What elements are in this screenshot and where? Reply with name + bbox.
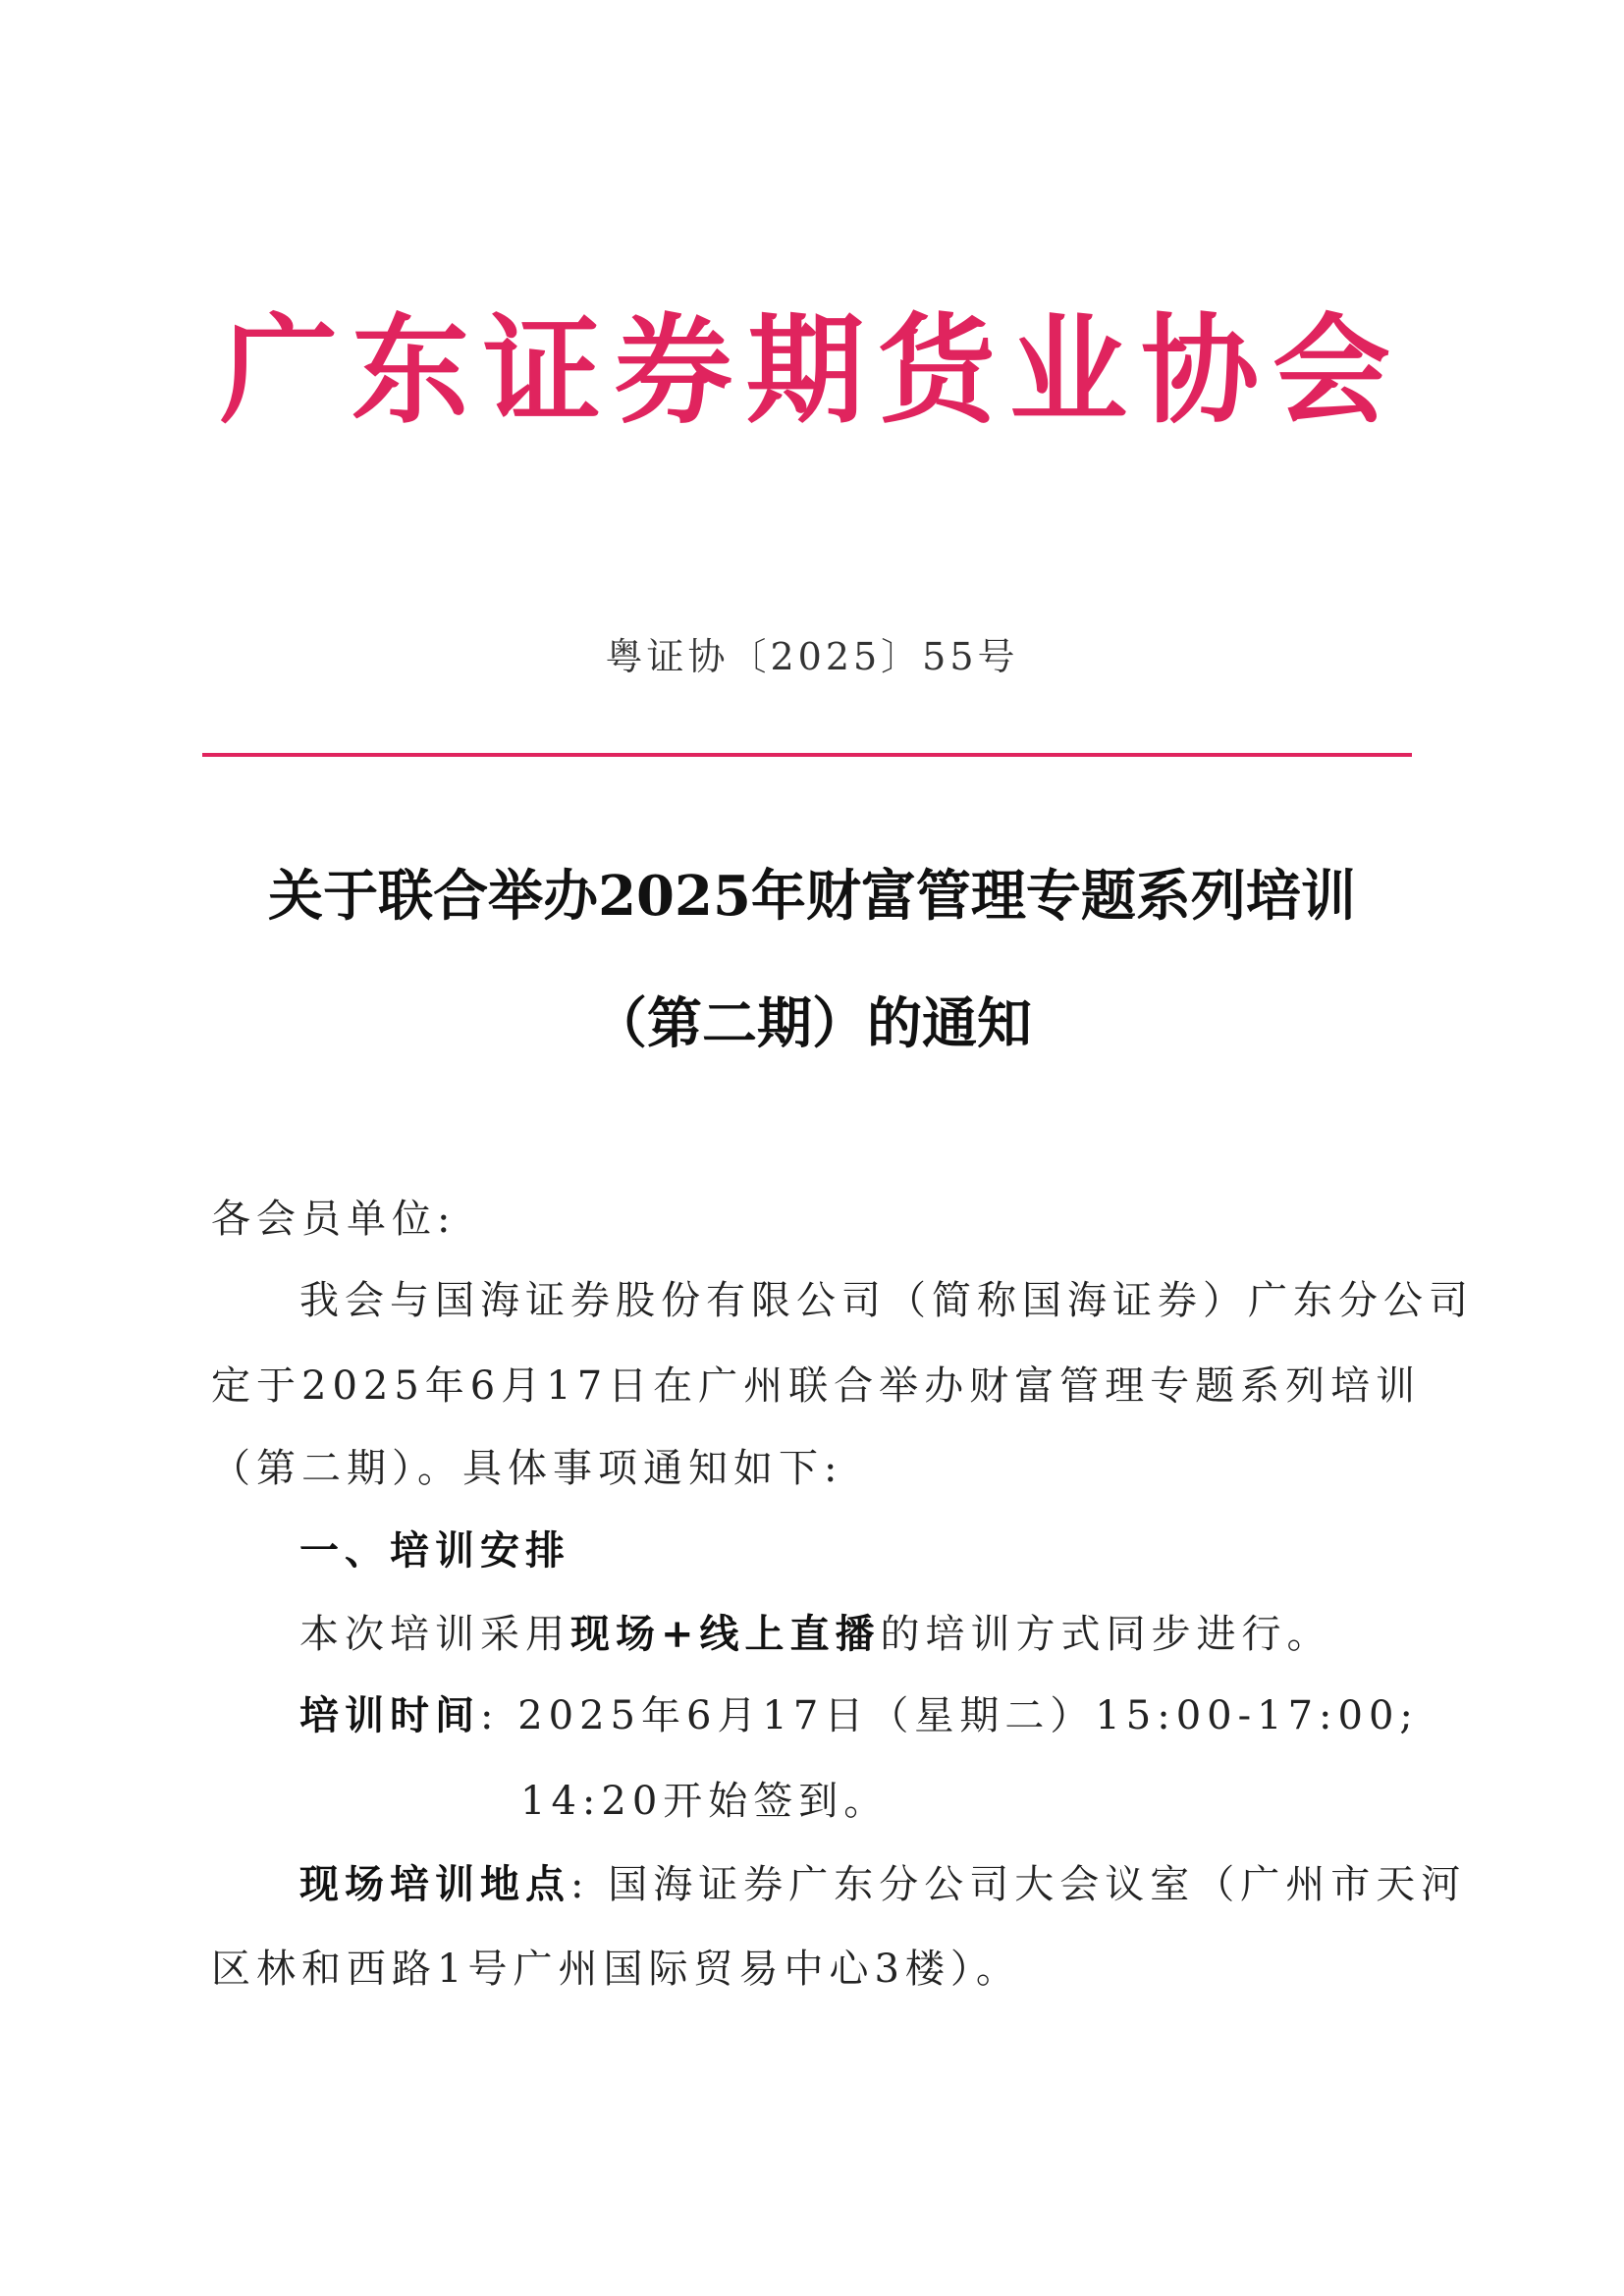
training-venue-value-line-1: : 国海证券广东分公司大会议室（广州市天河 xyxy=(570,1862,1467,1907)
training-mode-prefix: 本次培训采用 xyxy=(299,1612,570,1657)
training-time-value: : 2025年6月17日（星期二）15:00-17:00; xyxy=(480,1693,1419,1738)
training-mode-emphasis: 现场+线上直播 xyxy=(570,1611,881,1657)
training-venue-value-line-2: 区林和西路1号广州国际贸易中心3楼）。 xyxy=(211,1947,1021,1992)
section-heading-training-arrangement: 一、培训安排 xyxy=(299,1527,570,1574)
intro-paragraph-line-1: 我会与国海证券股份有限公司（简称国海证券）广东分公司 xyxy=(299,1278,1474,1323)
training-venue xyxy=(299,1861,1517,1907)
document-title-line-1: 关于联合举办2025年财富管理专题系列培训 xyxy=(268,864,1356,929)
training-venue-label: 现场培训地点 xyxy=(299,1861,570,1907)
intro-paragraph-line-3: （第二期）。具体事项通知如下: xyxy=(211,1446,843,1491)
training-mode-sentence xyxy=(299,1611,1517,1657)
training-mode-suffix: 的培训方式同步进行。 xyxy=(880,1612,1332,1657)
training-time xyxy=(299,1692,1517,1738)
document-title-line-2: （第二期）的通知 xyxy=(592,991,1032,1056)
organization-name-header: 广东证券期货业协会 xyxy=(220,301,1404,440)
training-time-label: 培训时间 xyxy=(299,1692,480,1738)
signin-time: 14:20开始签到。 xyxy=(520,1779,890,1824)
document-number: 粤证协〔2025〕55号 xyxy=(605,635,1019,678)
red-divider-line xyxy=(202,753,1412,757)
salutation: 各会员单位: xyxy=(211,1197,457,1242)
intro-paragraph-line-2: 定于2025年6月17日在广州联合举办财富管理专题系列培训 xyxy=(211,1363,1422,1409)
